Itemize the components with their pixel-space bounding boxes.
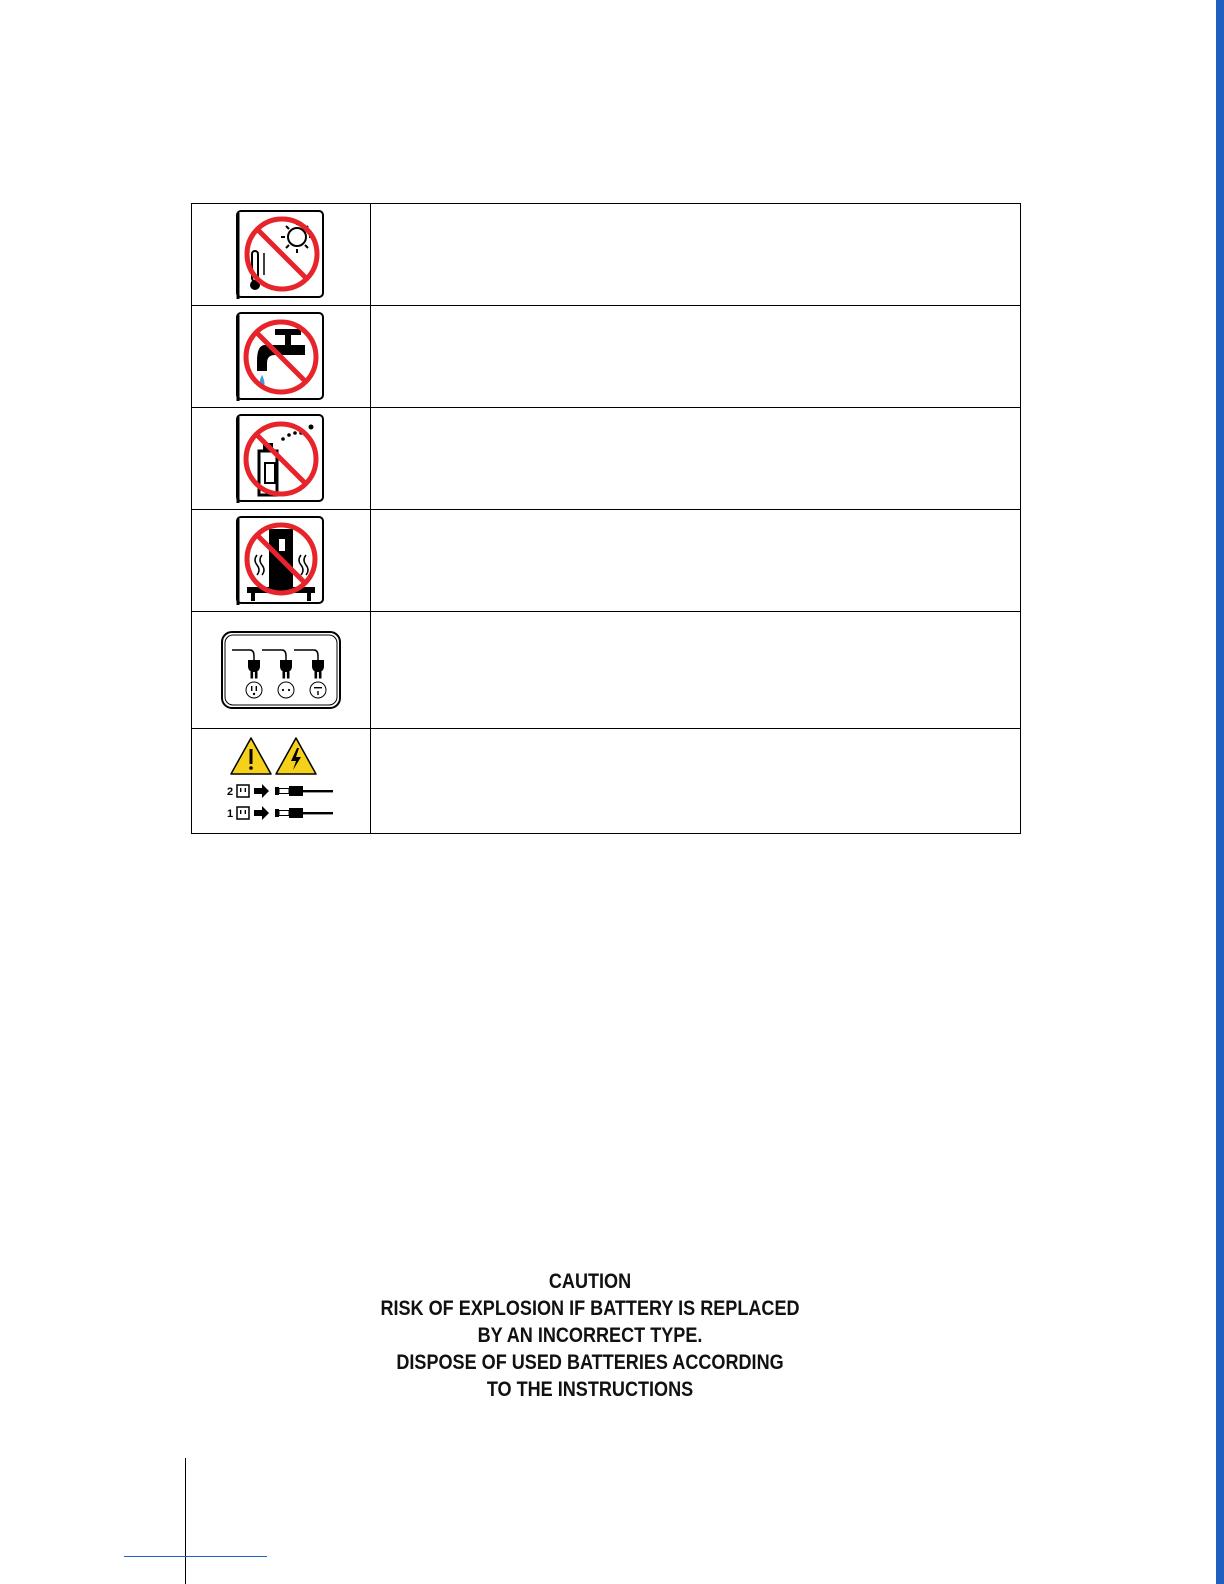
table-row <box>192 306 1021 408</box>
caution-line: BY AN INCORRECT TYPE. <box>477 1324 703 1347</box>
description-cell <box>370 306 1020 408</box>
caution-heading: CAUTION <box>548 1270 632 1293</box>
page-edge-accent <box>1216 0 1224 1584</box>
cord-label-1: 1 <box>226 808 234 820</box>
electrical-hazard-icon <box>276 738 316 774</box>
warning-triangle-icon <box>231 738 271 774</box>
cord-label-2: 2 <box>226 786 234 798</box>
table-row <box>192 612 1021 729</box>
caution-line: DISPOSE OF USED BATTERIES ACCORDING <box>396 1351 784 1374</box>
caution-line: TO THE INSTRUCTIONS <box>486 1378 694 1401</box>
table-row <box>192 510 1021 612</box>
no-aerosol-spray-icon <box>235 413 327 505</box>
description-cell <box>370 729 1020 834</box>
description-cell <box>370 204 1020 306</box>
grounded-power-outlets-icon <box>220 630 342 710</box>
description-cell <box>370 612 1020 729</box>
disconnect-power-cords-warning-icon <box>221 735 341 827</box>
caution-line: RISK OF EXPLOSION IF BATTERY IS REPLACED <box>380 1297 800 1320</box>
no-heat-source-icon <box>235 515 327 607</box>
no-water-faucet-icon <box>235 311 327 403</box>
footnote-rule <box>124 1556 267 1557</box>
no-heat-sunlight-icon <box>235 209 327 301</box>
description-cell <box>370 510 1020 612</box>
table-row <box>192 408 1021 510</box>
table-row <box>192 204 1021 306</box>
description-cell <box>370 408 1020 510</box>
battery-caution-notice <box>341 1268 840 1403</box>
margin-rule <box>185 1458 186 1584</box>
table-row <box>192 729 1021 834</box>
safety-symbols-table <box>191 203 1021 834</box>
